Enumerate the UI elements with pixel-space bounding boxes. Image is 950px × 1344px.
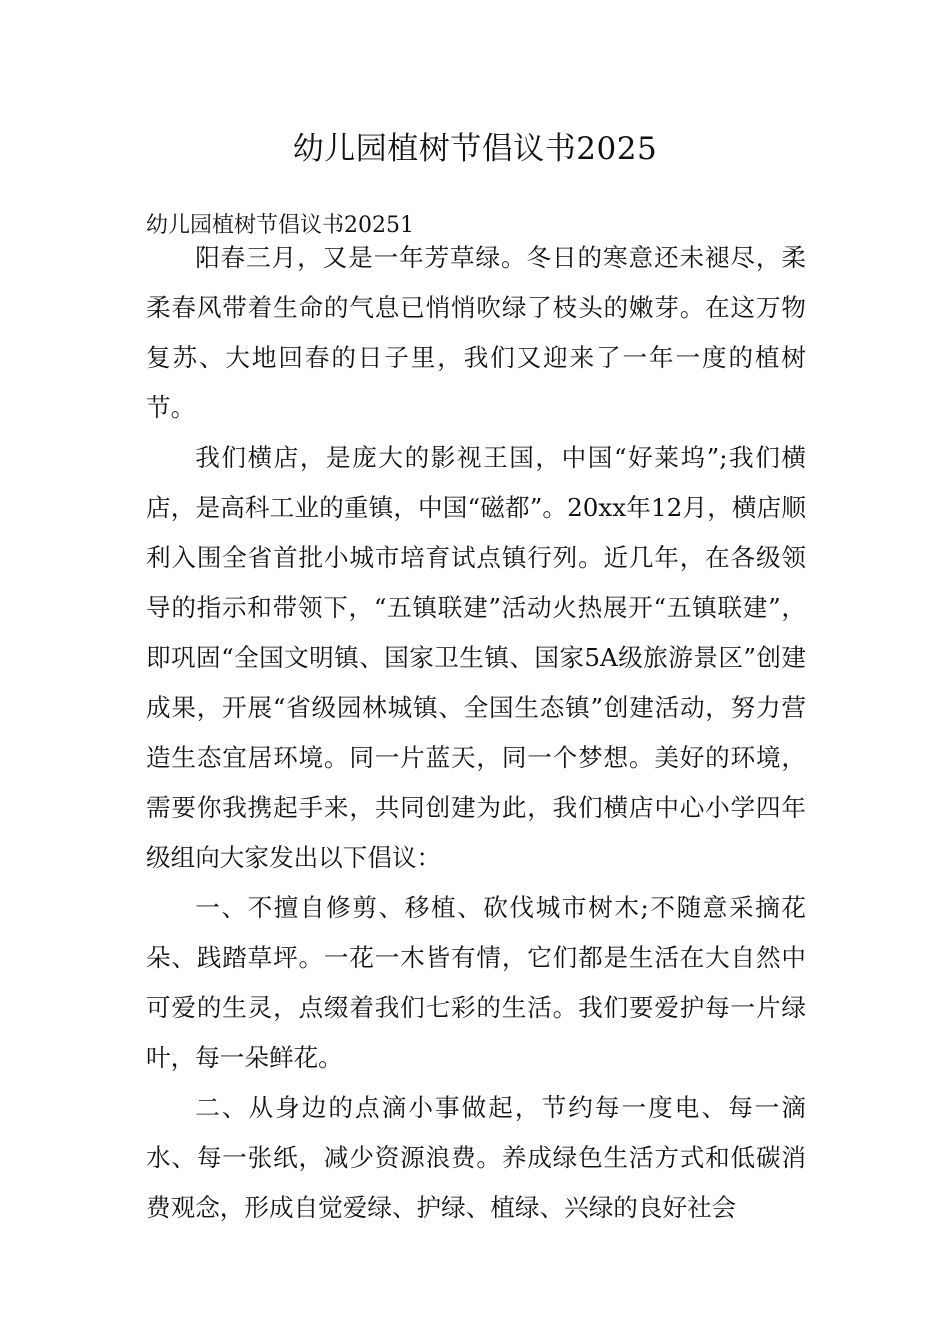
paragraph-intro: 阳春三月，又是一年芳草绿。冬日的寒意还未褪尽，柔柔春风带着生命的气息已悄悄吹绿了枝头的嫩芽。在这万物复苏、大地回春的日子里，我们又迎来了一年一度的植树节。 <box>146 243 806 422</box>
paragraph-proposal-two: 二、从身边的点滴小事做起，节约每一度电、每一滴水、每一张纸，减少资源浪费。养成绿色生活方式和低碳消费观念，形成自觉爱绿、护绿、植绿、兴绿的良好社会 <box>146 1093 806 1222</box>
paragraph-proposal-one: 一、不擅自修剪、移植、砍伐城市树木;不随意采摘花朵、践踏草坪。一花一木皆有情，它们都是生活在大自然中可爱的生灵，点缀着我们七彩的生活。我们要爱护每一片绿叶，每一朵鲜花。 <box>146 893 806 1072</box>
document-body <box>146 233 806 1233</box>
document-subtitle: 幼儿园植树节倡议书20251 <box>146 213 414 238</box>
document-title: 幼儿园植树节倡议书2025 <box>292 131 658 167</box>
paragraph-hengdian: 我们横店，是庞大的影视王国，中国“好莱坞”;我们横店，是高科工业的重镇，中国“磁都”。20xx年12月，横店顺利入围全省首批小城市培育试点镇行列。近几年，在各级领导的指示和带领下，“五镇联建”活动火热展开“五镇联建”，即巩固“全国文明镇、国家卫生镇、国家5A级旅游景区”创建成果，开展“省级园林城镇、全国生态镇”创建活动，努力营造生态宜居环境。同一片蓝天，同一个梦想。美好的环境，需要你我携起手来，共同创建为此，我们横店中心小学四年级组向大家发出以下倡议： <box>146 443 806 872</box>
